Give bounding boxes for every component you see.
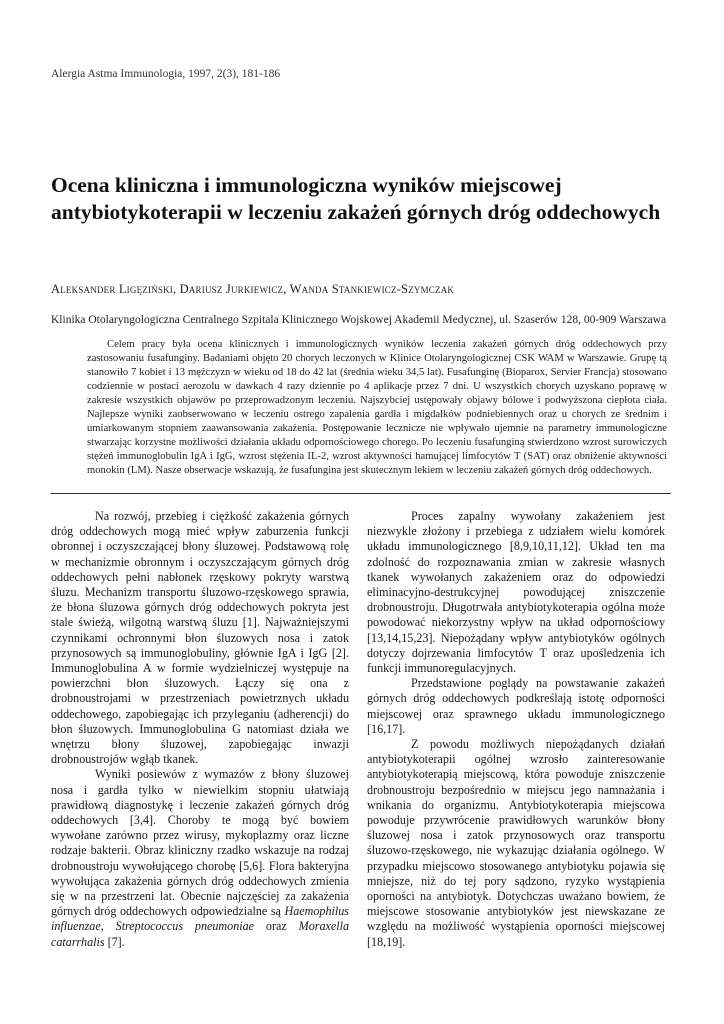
- body-paragraph: Na rozwój, przebieg i ciężkość zakażenia górnych dróg oddechowych mogą mieć wpływ zaburzenia funkcji obronnej i oczyszczającej błony śluzowej. Podstawową rolę w mechanizmie obronnym i oczyszczającym górnych dróg oddechowych pełni nabłonek rzęskowy pokryty warstwą śluzu. Mechanizm transportu śluzowo-rzęskowego sprawia, że błona śluzowa górnych dróg oddechowych pokryta jest stale świeżą, wilgotną warstwą śluzu [1]. Najważniejszymi czynnikami ochronnymi błon śluzowych nosa i zatok przynosowych są immunoglobuliny, głównie IgA i IgG [2]. Immunoglobulina A w formie wydzielniczej występuje na powierzchni błon śluzowych. Łączy się ona z drobnoustrojami w przestrzeniach powietrznych układu oddechowego, zapobiegając ich przyleganiu (adherencji) do błon śluzowych. Immunoglobulina G natomiast działa we wnętrzu błony śluzowej, zapobiegając inwazji drobnoustrojów wgłąb tkanek.: [51, 509, 349, 767]
- journal-citation: Alergia Astma Immunologia, 1997, 2(3), 181-186: [51, 68, 281, 80]
- article-title: Ocena kliniczna i immunologiczna wyników miejscowej antybiotykoterapii w leczeniu zakażeń górnych dróg oddechowych: [51, 173, 661, 224]
- author-list: Aleksander Ligęziński, Dariusz Jurkiewicz, Wanda Stankiewicz-Szymczak: [51, 282, 455, 296]
- species-name: Haemophilus influenzae: [51, 904, 349, 934]
- species-name: Streptococcus pneumoniae: [115, 919, 255, 934]
- separator-text: ,: [100, 919, 116, 934]
- body-paragraph: Przedstawione poglądy na powstawanie zakażeń górnych dróg oddechowych podkreślają istotę odporności miejscowej oraz sprawnego układu immunologicznego [16,17].: [367, 676, 665, 736]
- body-paragraph: Proces zapalny wywołany zakażeniem jest niezwykle złożony i przebiega z udziałem wielu komórek układu immunologicznego [8,9,10,11,12]. Układ ten ma zdolność do rozpoznawania zmian w zakresie własnych tkanek wywołanych zakażeniem oraz do odpowiedzi eliminacyjno-destrukcyjnej powodującej zniszczenie drobnoustroju. Długotrwała antybiotykoterapia ogólna może powodować niekorzystny wpływ na układ odpornościowy [13,14,15,23]. Niepożądany wpływ antybiotyków ogólnych dotyczy dojrzewania limfocytów T oraz upośledzenia ich funkcji immunoregulacyjnych.: [367, 509, 665, 676]
- body-column-right: [367, 509, 665, 950]
- species-name: Moraxella catarrhalis: [51, 919, 350, 949]
- abstract: Celem pracy była ocena klinicznych i immunologicznych wyników leczenia zakażeń górnych dróg oddechowych przy zastosowaniu fusafunginy. Badaniami objęto 20 chorych leczonych w Klinice Otolaryngologicznej CSK WAM w Warszawie. Grupę tą stanowiło 7 kobiet i 13 mężczyzn w wieku od 18 do 42 lat (średnia wieku 34,5 lat). Fusafunginę (Bioparox, Servier Francja) stosowano codziennie w postaci aerozolu w dawkach 4 razy dziennie po 4 aplikacje przez 7 dni. U wszystkich chorych uzyskano poprawę w zakresie wszystkich objawów po przeprowadzonym leczeniu. Najszybciej ustępowały objawy bólowe i podwyższona ciepłota ciała. Najlepsze wyniki zaobserwowano w leczeniu ostrego zapalenia gardła i migdałków podniebiennych oraz u chorych ze średnim i umiarkowanym stopniem zaawansowania zakażenia. Postępowanie lecznicze nie wpływało ujemnie na parametry immunologiczne stwarzając korzystne możliwości działania układu odpornościowego chorego. Po leczeniu fusafunginą stwierdzono wzrost surowiczych stężeń immunoglobulin IgA i IgG, wzrost stężenia IL-2, wzrost aktywności hamującej limfocytów T (SAT) oraz obniżenie aktywności monokin (LM). Nasze obserwacje wskazują, że fusafungina jest skutecznym lekiem w leczeniu zakażeń górnych dróg oddechowych.: [87, 339, 667, 476]
- separator-text: oraz: [254, 919, 299, 934]
- body-paragraph: Z powodu możliwych niepożądanych działań antybiotykoterapii ogólnej wzrosło zainteresowanie antybiotykoterapią miejscową, która powoduje zniszczenie drobnoustroju bezpośrednio w miejscu jego namnażania i wnikania do organizmu. Antybiotykoterapia miejscowa powoduje przywrócenie prawidłowych warunków błony śluzowej nosa i zatok przynosowych oraz transportu śluzowo-rzęskowego, nie wykazując działania ogólnego. W przypadku miejscowo stosowanego antybiotyku pojawia się mniejsze, niż do tej pory sądzono, ryzyko wystąpienia oporności na antybiotyk. Dotychczas uważano bowiem, że miejscowe stosowanie antybiotyków jest niewskazane ze względu na możliwość wystąpienia oporności miejscowej [18,19].: [367, 737, 665, 949]
- body-paragraph: [51, 767, 349, 949]
- citation-ref: [7].: [104, 934, 125, 949]
- paragraph-text: Wyniki posiewów z wymazów z błony śluzowej nosa i gardła tylko w niewielkim stopniu ułatwiają prawidłową diagnostykę i leczenie zakażeń górnych dróg oddechowych [3,4]. Choroby te mogą być bowiem wywołane zarówno przez wirusy, mykoplazmy oraz liczne rodzaje bakterii. Obraz kliniczny rzadko wskazuje na rodzaj drobnoustroju wywołującego chorobę [5,6]. Flora bakteryjna wywołująca zakażenia górnych dróg oddechowych zmienia się w na przestrzeni lat. Obecnie najczęściej za zakażenia górnych dróg oddechowych odpowiedzialne są: [51, 767, 349, 919]
- affiliation: Klinika Otolaryngologiczna Centralnego Szpitala Klinicznego Wojskowej Akademii Medycznej, ul. Szaserów 128, 00-909 Warszawa: [51, 314, 667, 326]
- section-divider: [51, 493, 671, 494]
- body-column-left: [51, 509, 349, 950]
